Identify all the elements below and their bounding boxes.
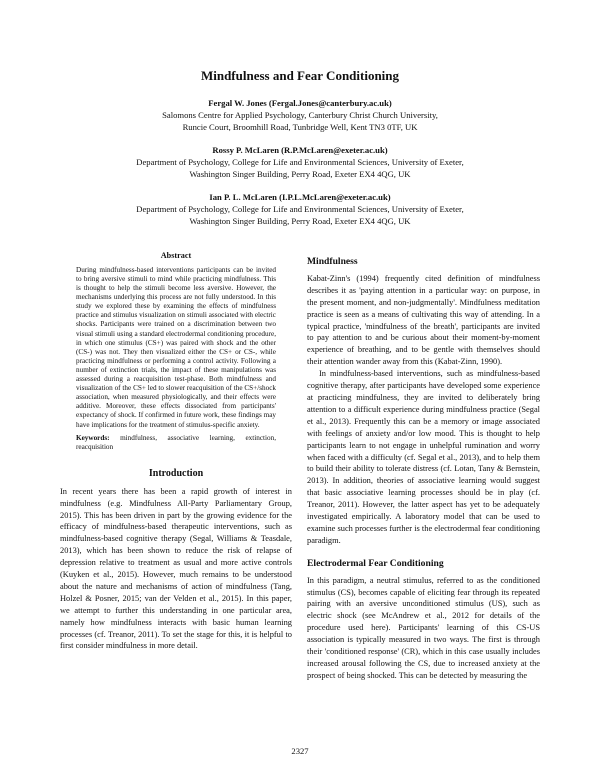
author-name: Rossy P. McLaren (R.P.McLaren@exeter.ac.uk) — [212, 145, 388, 155]
author-affiliation: Runcie Court, Broomhill Road, Tunbridge Well, Kent TN3 0TF, UK — [182, 122, 418, 132]
author-block-1 — [0, 97, 600, 133]
electrodermal-text: In this paradigm, a neutral stimulus, referred to as the conditioned stimulus (CS), becomes capable of eliciting fear through its repeated pairing with an aversive unconditioned stimulus (US), such as electric shock (see McAndrew et al., 2012 for details of the procedure used here). Participants' learning of this CS-US association is typically measured in two ways. The first is through their 'conditioned response' (CR), which in this case usually includes increased arousal following the CS, due to increased anxiety at the prospect of being shocked. This can be detected by measuring the — [307, 575, 540, 680]
keywords-label: Keywords: — [76, 433, 110, 442]
paper-title: Mindfulness and Fear Conditioning — [200, 68, 400, 83]
introduction-text: In recent years there has been a rapid growth of interest in mindfulness (e.g. Mindfulness All-Party Parliamentary Group, 2015). This has been driven in part by the growing evidence for the efficacy of mindfulness-based therapeutic interventions, such as mindfulness-based cognitive therapy (Segal, Williams & Teasdale, 2013), which has been shown to reduce the risk of relapse of depression relative to treatment as usual and more active controls (Kuyken et al., 2015). However, much remains to be understood about the nature and mechanisms of action of mindfulness (Tang, Holzel & Posner, 2015; van der Velden et al., 2015). In this paper, we attempt to further this understanding in one particular area, namely how mindfulness interacts with basic human learning processes (cf. Treanor, 2011). To set the stage for this, it is helpful to first consider mindfulness in more detail. — [60, 486, 292, 651]
keywords-text: mindfulness, associative learning, extinction, reacquisition — [76, 433, 277, 451]
abstract-text: During mindfulness-based interventions participants can be invited to bring aversive stimuli to mind while practicing mindfulness. This is thought to help the stimuli become less aversive. However, the mechanisms underlying this process are not fully understood. In this study we explored these by examining the effects of mindfulness practice and stimulus visualization on stimuli associated with electric shocks. Participants were trained on a discrimination between two visual stimuli using a standard electrodermal conditioning procedure, in which one stimulus (CS+) was paired with shock and the other (CS-) was not. They then visualized either the CS+ or CS-, while practicing mindfulness or performing a control activity. Following a number of extinction trials, the impact of these manipulations was assessed during a reacquisition test-phase. Both mindfulness and visualization of the CS+ led to slower reacquisition of the CS+/shock association, when measured physiologically, and their effects were additive. Moreover, these effects dissociated from participants' expectancy of shock. If confirmed in future work, these findings may have implications for the treatment of stimulus-specific anxiety. — [76, 265, 276, 429]
mindfulness-heading: Mindfulness — [307, 256, 358, 267]
author-block-2 — [0, 144, 600, 180]
right-column — [307, 250, 540, 682]
author-affiliation: Salomons Centre for Applied Psychology, Canterbury Christ Church University, — [162, 110, 438, 120]
author-affiliation: Washington Singer Building, Perry Road, Exeter EX4 4QG, UK — [189, 216, 411, 226]
author-affiliation: Washington Singer Building, Perry Road, Exeter EX4 4QG, UK — [189, 169, 411, 179]
author-block-3 — [0, 191, 600, 227]
author-name: Fergal W. Jones (Fergal.Jones@canterbury.ac.uk) — [208, 98, 392, 108]
author-affiliation: Department of Psychology, College for Life and Environmental Sciences, University of Exeter, — [136, 157, 464, 167]
left-column — [60, 250, 292, 652]
page-number: 2327 — [291, 746, 309, 756]
abstract-heading: Abstract — [160, 251, 192, 260]
mindfulness-paragraph-1: Kabat-Zinn's (1994) frequently cited definition of mindfulness describes it as 'paying attention in a particular way: on purpose, in the present moment, and non-judgmentally'. Mindfulness meditation practice is seen as a means of cultivating this way of attending. In a typical practice, 'mindfulness of the breath', participants are invited to pay attention to and be curious about their moment-by-moment experience of breathing, and to be gentle with themselves should their attention wander away from this (Kabat-Zinn, 1990). — [307, 273, 540, 367]
electrodermal-heading: Electrodermal Fear Conditioning — [307, 557, 444, 569]
author-affiliation: Department of Psychology, College for Life and Environmental Sciences, University of Exeter, — [136, 204, 464, 214]
introduction-heading: Introduction — [148, 467, 204, 479]
mindfulness-paragraph-2: In mindfulness-based interventions, such as mindfulness-based cognitive therapy, after participants have developed some experience at practicing mindfulness, they are invited to deliberately bring attention to a difficult experience during mindfulness practice (Segal et al., 2013). Frequently this can be a memory or image associated with feelings of anxiety and/or low mood. This is thought to help participants learn to not engage in unhelpful rumination and worry when faced with a difficulty (cf. Segal et al., 2013), and to help them to build their ability to tolerate distress (cf. Lotan, Tany & Bernstein, 2013). In addition, theories of associative learning would suggest that basic associative learning processes should be in play (cf. Treanor, 2011). However, the latter aspect has yet to be adequately investigated empirically. A laboratory model that can be used to examine such processes further is the electrodermal fear conditioning paradigm. — [307, 369, 540, 545]
author-name: Ian P. L. McLaren (I.P.L.McLaren@exeter.ac.uk) — [209, 192, 391, 202]
keywords — [76, 434, 276, 452]
